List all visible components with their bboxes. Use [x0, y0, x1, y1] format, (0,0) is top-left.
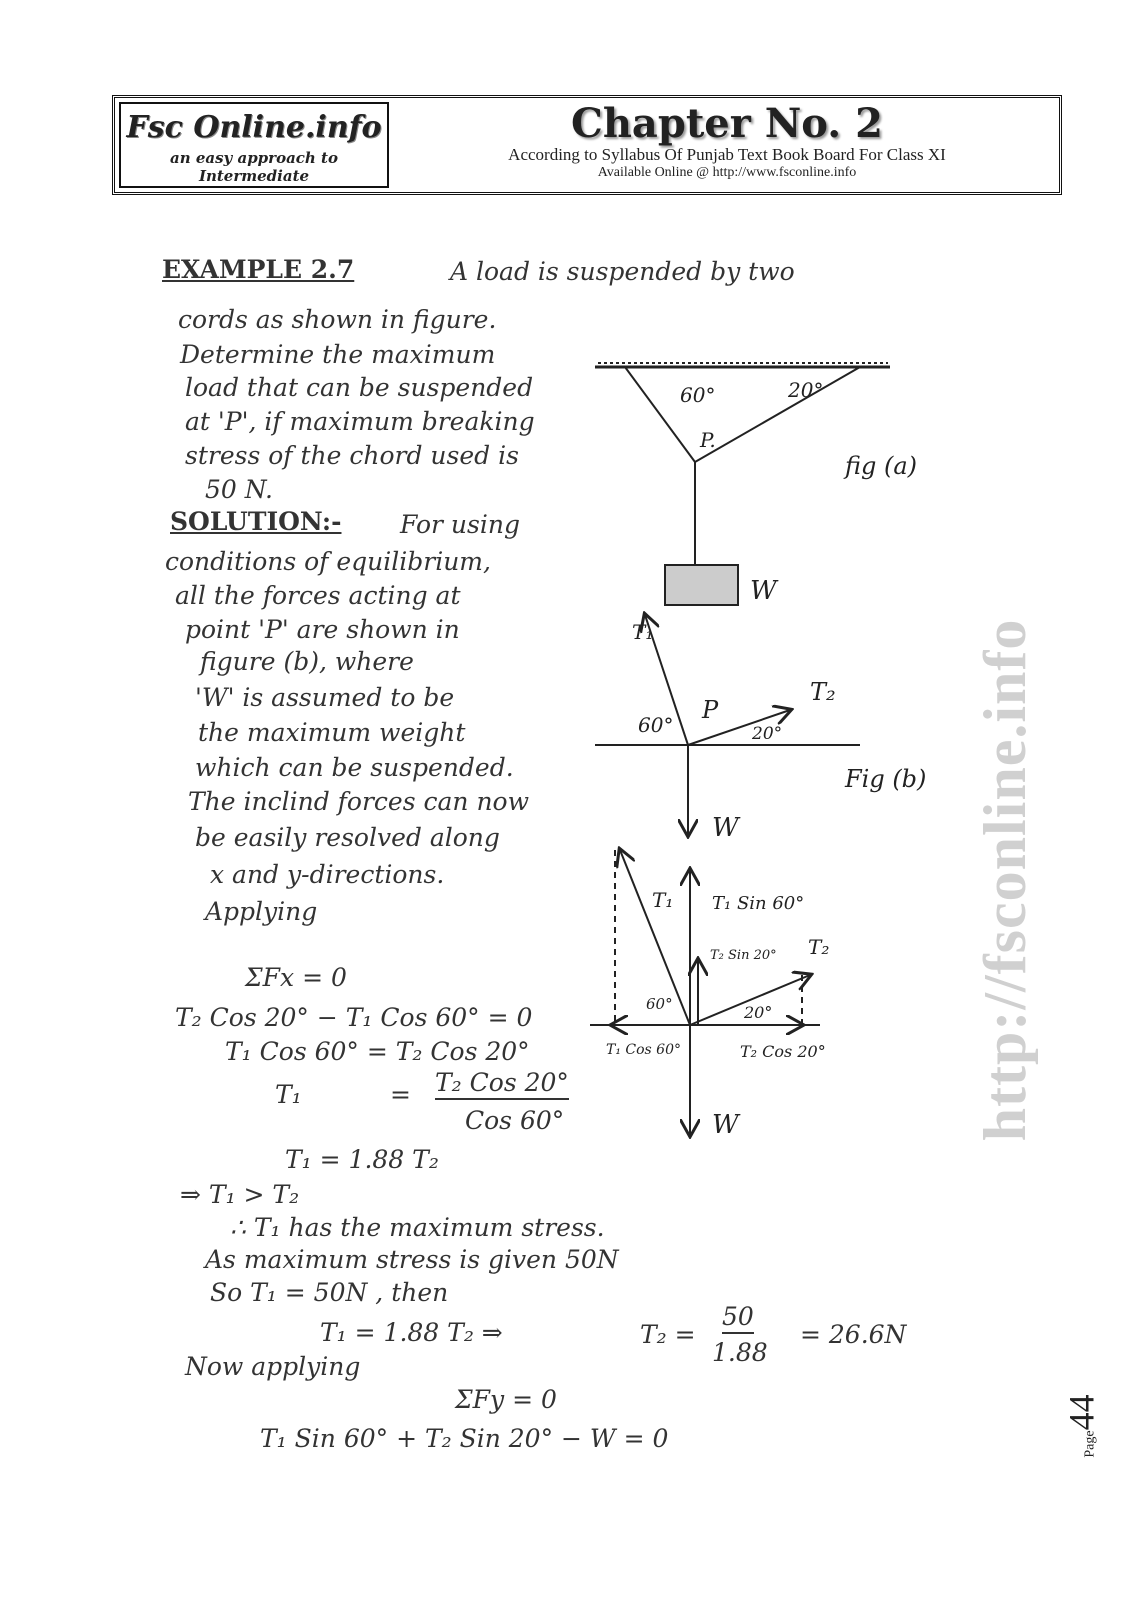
point-label: P — [702, 696, 719, 724]
equation: = 26.6N — [800, 1320, 907, 1349]
equation: T₁ Sin 60° + T₂ Sin 20° − W = 0 — [260, 1424, 669, 1453]
text-line: cords as shown in figure. — [178, 305, 497, 334]
component-label: T₁ Cos 60° — [606, 1042, 681, 1058]
text-line: point 'P' are shown in — [185, 615, 460, 644]
figure-caption: fig (a) — [845, 452, 918, 480]
equation: 1.88 — [712, 1338, 768, 1367]
logo-title: Fsc Online.info — [126, 110, 382, 145]
text-line: So T₁ = 50N , then — [210, 1278, 449, 1307]
text-line: load that can be suspended — [185, 373, 534, 402]
chapter-title: Chapter No. 2 — [571, 100, 883, 147]
text-line: figure (b), where — [200, 647, 414, 676]
equation: ΣFy = 0 — [455, 1385, 557, 1414]
equation: T₁ — [275, 1080, 302, 1109]
equation: T₁ Cos 60° = T₂ Cos 20° — [225, 1037, 530, 1066]
text-line: all the forces acting at — [175, 581, 461, 610]
page-label: Page — [1082, 1430, 1098, 1458]
example-heading: EXAMPLE 2.7 — [162, 255, 355, 284]
weight-label: W — [712, 1110, 739, 1140]
text-line: A load is suspended by two — [450, 257, 795, 286]
equation: ⇒ T₁ > T₂ — [180, 1180, 300, 1209]
figure-caption: Fig (b) — [845, 765, 927, 793]
equation: T₁ = 1.88 T₂ ⇒ — [320, 1318, 503, 1347]
equation: = — [390, 1080, 411, 1109]
page-number — [1061, 1394, 1103, 1457]
angle-label: 20° — [788, 378, 824, 402]
text-line: Determine the maximum — [180, 340, 496, 369]
equation: T₂ = — [640, 1320, 696, 1349]
angle-label: 20° — [744, 1003, 773, 1022]
tension-label: T₁ — [632, 620, 654, 644]
text-line: Applying — [205, 897, 318, 926]
solution-heading: SOLUTION:- — [170, 507, 342, 536]
weight-label: W — [712, 813, 739, 843]
tension-label: T₁ — [652, 888, 674, 912]
text-line: The inclind forces can now — [188, 787, 529, 816]
equation: 50 — [722, 1302, 754, 1334]
text-line: stress of the chord used is — [185, 441, 519, 470]
equation: T₁ = 1.88 T₂ — [285, 1145, 439, 1174]
text-line: 50 N. — [205, 475, 273, 504]
angle-label: 60° — [646, 995, 673, 1013]
watermark: http://fsconline.info — [972, 618, 1038, 1142]
component-label: T₂ Cos 20° — [740, 1042, 826, 1061]
equation: ΣFx = 0 — [245, 963, 347, 992]
weight-label: W — [750, 576, 777, 606]
figure-b — [595, 615, 860, 835]
text-line: be easily resolved along — [195, 823, 500, 852]
angle-label: 60° — [680, 383, 716, 407]
text-line: As maximum stress is given 50N — [205, 1245, 619, 1274]
text-line: ∴ T₁ has the maximum stress. — [230, 1213, 605, 1242]
angle-label: 60° — [638, 713, 674, 737]
availability-text: Available Online @ http://www.fsconline.info — [597, 165, 857, 180]
angle-label: 20° — [752, 724, 783, 744]
component-label: T₂ Sin 20° — [710, 948, 777, 963]
text-line: the maximum weight — [198, 718, 466, 747]
text-line: conditions of equilibrium, — [165, 547, 491, 576]
equation: T₂ Cos 20° — [435, 1068, 569, 1100]
text-line: at 'P', if maximum breaking — [185, 407, 535, 436]
text-line: 'W' is assumed to be — [195, 683, 455, 712]
tension-label: T₂ — [808, 935, 830, 959]
tension-label: T₂ — [810, 678, 836, 706]
syllabus-text: According to Syllabus Of Punjab Text Book Board For Class XI — [508, 145, 946, 164]
text-line: which can be suspended. — [195, 753, 514, 782]
text-line: For using — [400, 510, 520, 539]
logo-tagline: an easy approach to Intermediate — [169, 149, 338, 185]
equation: T₂ Cos 20° − T₁ Cos 60° = 0 — [175, 1003, 533, 1032]
component-label: T₁ Sin 60° — [712, 893, 805, 914]
figure-a — [595, 363, 890, 605]
equation: Cos 60° — [465, 1106, 565, 1135]
load-box — [665, 565, 738, 605]
point-label: P. — [700, 428, 716, 452]
page-number-value: 44 — [1061, 1394, 1102, 1431]
text-line: x and y-directions. — [210, 860, 445, 889]
text-line: Now applying — [185, 1352, 361, 1381]
